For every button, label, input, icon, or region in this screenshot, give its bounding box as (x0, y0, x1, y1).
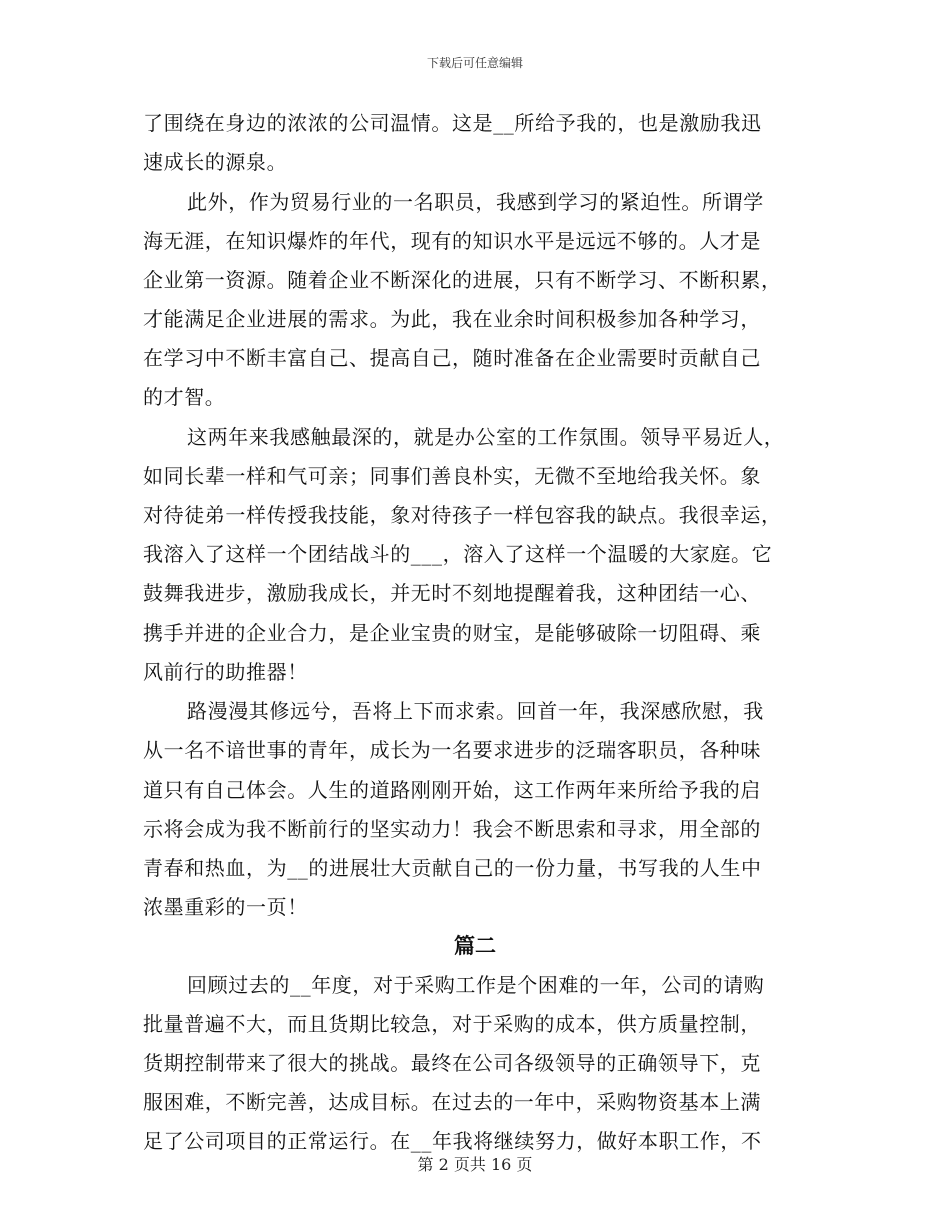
text-line: 货期控制带来了很大的挑战。最终在公司各级领导的正确领导下，克 (143, 1051, 761, 1075)
text-line: 从一名不谙世事的青年，成长为一名要求进步的泛瑞客职员，各种味 (143, 738, 761, 762)
text-line: 风前行的助推器！ (143, 660, 308, 684)
text-line: 路漫漫其修远兮，吾将上下而求索。回首一年，我深感欣慰，我 (187, 699, 764, 723)
text-line: 的才智。 (143, 385, 226, 409)
text-line: 才能满足企业进展的需求。为此，我在业余时间积极参加各种学习， (143, 307, 761, 331)
text-line: 对待徒弟一样传授我技能，象对待孩子一样包容我的缺点。我很幸运， (143, 503, 782, 527)
text-line: 此外，作为贸易行业的一名职员，我感到学习的紧迫性。所谓学 (187, 190, 764, 214)
text-line: 道只有自己体会。人生的道路刚刚开始，这工作两年来所给予我的启 (143, 778, 761, 802)
text-line: 携手并进的企业合力，是企业宝贵的财宝，是能够破除一切阻碍、乘 (143, 621, 761, 645)
text-line: 如同长辈一样和气可亲；同事们善良朴实，无微不至地给我关怀。象 (143, 464, 761, 488)
text-line: 鼓舞我进步，激励我成长，并无时不刻地提醒着我，这种团结一心、 (143, 581, 761, 605)
page-header: 下载后可任意编辑 (426, 56, 523, 70)
section-heading: 篇二 (454, 933, 496, 958)
text-line: 速成长的源泉。 (143, 150, 288, 174)
text-line: 了围绕在身边的浓浓的公司温情。这是__所给予我的，也是激励我迅 (143, 111, 762, 135)
text-line: 这两年来我感触最深的，就是办公室的工作氛围。领导平易近人， (187, 425, 785, 449)
text-line: 服困难，不断完善，达成目标。在过去的一年中，采购物资基本上满 (143, 1090, 761, 1114)
text-line: 示将会成为我不断前行的坚实动力！我会不断思索和寻求，用全部的 (143, 817, 761, 841)
text-line: 足了公司项目的正常运行。在__年我将继续努力，做好本职工作，不 (143, 1129, 762, 1153)
text-line: 我溶入了这样一个团结战斗的___，溶入了这样一个温暖的大家庭。它 (143, 542, 773, 566)
page-footer: 第 2 页共 16 页 (417, 1155, 533, 1174)
text-line: 企业第一资源。随着企业不断深化的进展，只有不断学习、不断积累， (143, 268, 782, 292)
text-line: 回顾过去的__年度，对于采购工作是个困难的一年，公司的请购 (187, 973, 765, 997)
text-line: 在学习中不断丰富自己、提高自己，随时准备在企业需要时贡献自己 (143, 346, 761, 370)
text-line: 批量普遍不大，而且货期比较急，对于采购的成本，供方质量控制， (143, 1012, 761, 1036)
text-line: 海无涯，在知识爆炸的年代，现有的知识水平是远远不够的。人才是 (143, 229, 761, 253)
text-line: 青春和热血，为__的进展壮大贡献自己的一份力量，书写我的人生中 (143, 856, 762, 880)
text-line: 浓墨重彩的一页！ (143, 895, 308, 919)
